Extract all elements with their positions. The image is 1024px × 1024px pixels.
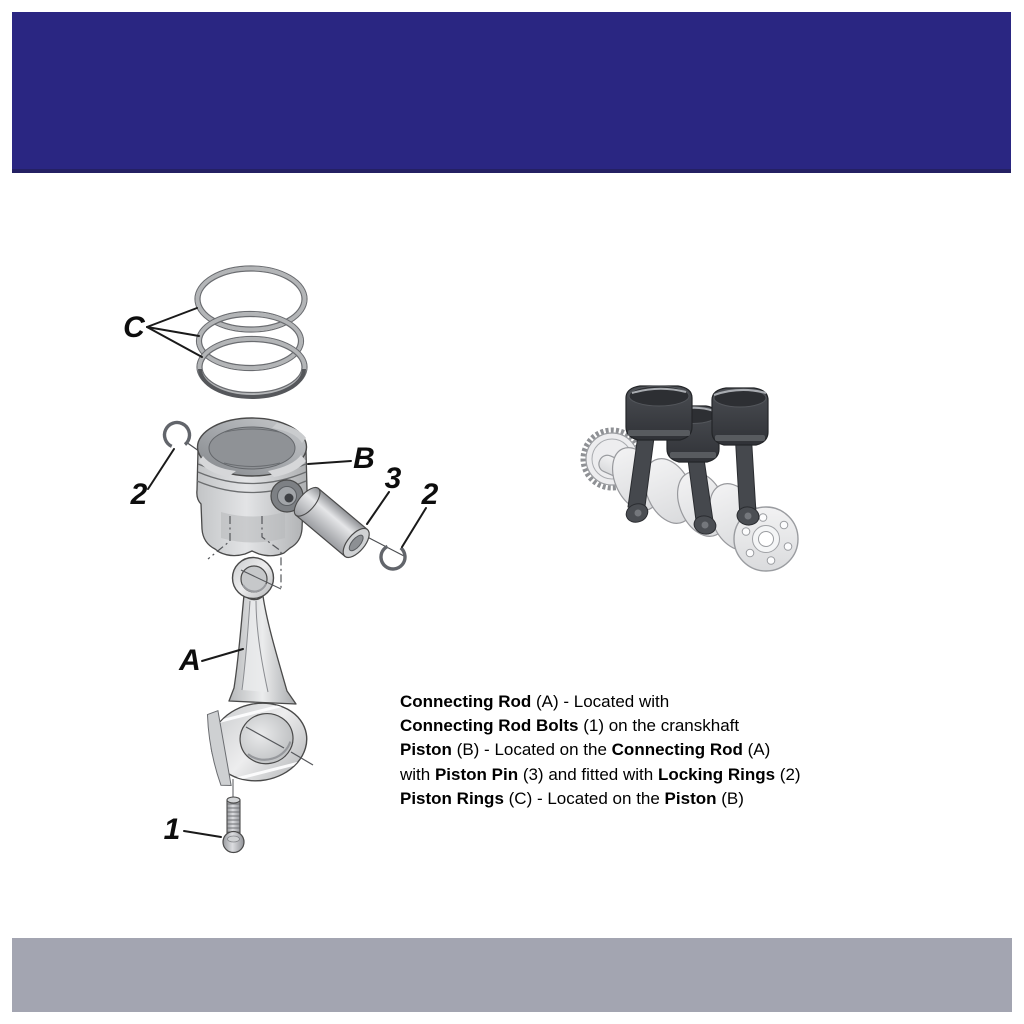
crankshaft-assembly-illustration [583,386,798,571]
description-segment: (1) on the cranskhaft [578,716,740,736]
label-piston-pin: 3 [384,462,402,495]
description-segment: Connecting Rod [400,692,532,711]
label-locking-ring-right: 2 [421,478,439,511]
piston-rings-illustration [195,266,307,398]
leader-line-a [202,649,243,661]
description-segment: Piston [400,740,452,760]
description-segment: (B) - Located on the [451,740,612,760]
piston-illustration [197,418,307,556]
parts-description [400,690,801,811]
label-bolt: 1 [163,813,181,846]
leader-line-1 [184,831,221,837]
crank-piston-3 [712,388,768,445]
footer-band [12,938,1012,1012]
leader-line-c1 [147,308,197,327]
description-line-2 [400,714,801,738]
description-segment: (A) [742,740,771,760]
description-segment: (C) - Located on the [503,788,665,808]
description-line-3 [400,738,801,762]
description-line-5 [400,787,801,811]
locking-ring-left-illustration [160,418,193,451]
rod-big-end [202,694,322,789]
leader-line-2-right [402,508,426,547]
description-segment: Locking Rings [657,764,776,784]
label-piston-rings: C [123,311,145,344]
label-connecting-rod: A [179,644,201,677]
locking-ring-right-illustration [376,540,410,574]
description-segment: with [400,764,435,784]
header-band-edge [12,169,1011,173]
description-segment: Piston Rings [400,788,504,808]
connecting-rod-illustration [202,558,322,798]
crank-piston-1 [626,386,692,440]
leader-line-b [308,461,351,464]
label-locking-ring-left: 2 [130,478,148,511]
connecting-rod-bolt-illustration [223,797,244,853]
description-segment: Piston [664,788,717,808]
leader-line-2-left [148,449,174,489]
label-piston: B [353,442,375,475]
description-segment: (3) and fitted with [518,764,658,784]
leader-line-3 [367,492,389,524]
description-segment: (B) [716,788,744,808]
description-segment: (A) - Located with [531,692,670,711]
description-segment: (2) [775,764,801,784]
description-segment: Connecting Rod [611,740,743,760]
description-line-4 [400,763,801,787]
description-segment: Connecting Rod Bolts [400,716,579,736]
description-line-1 [400,690,801,714]
header-band [12,12,1011,173]
description-segment: Piston Pin [434,764,519,784]
